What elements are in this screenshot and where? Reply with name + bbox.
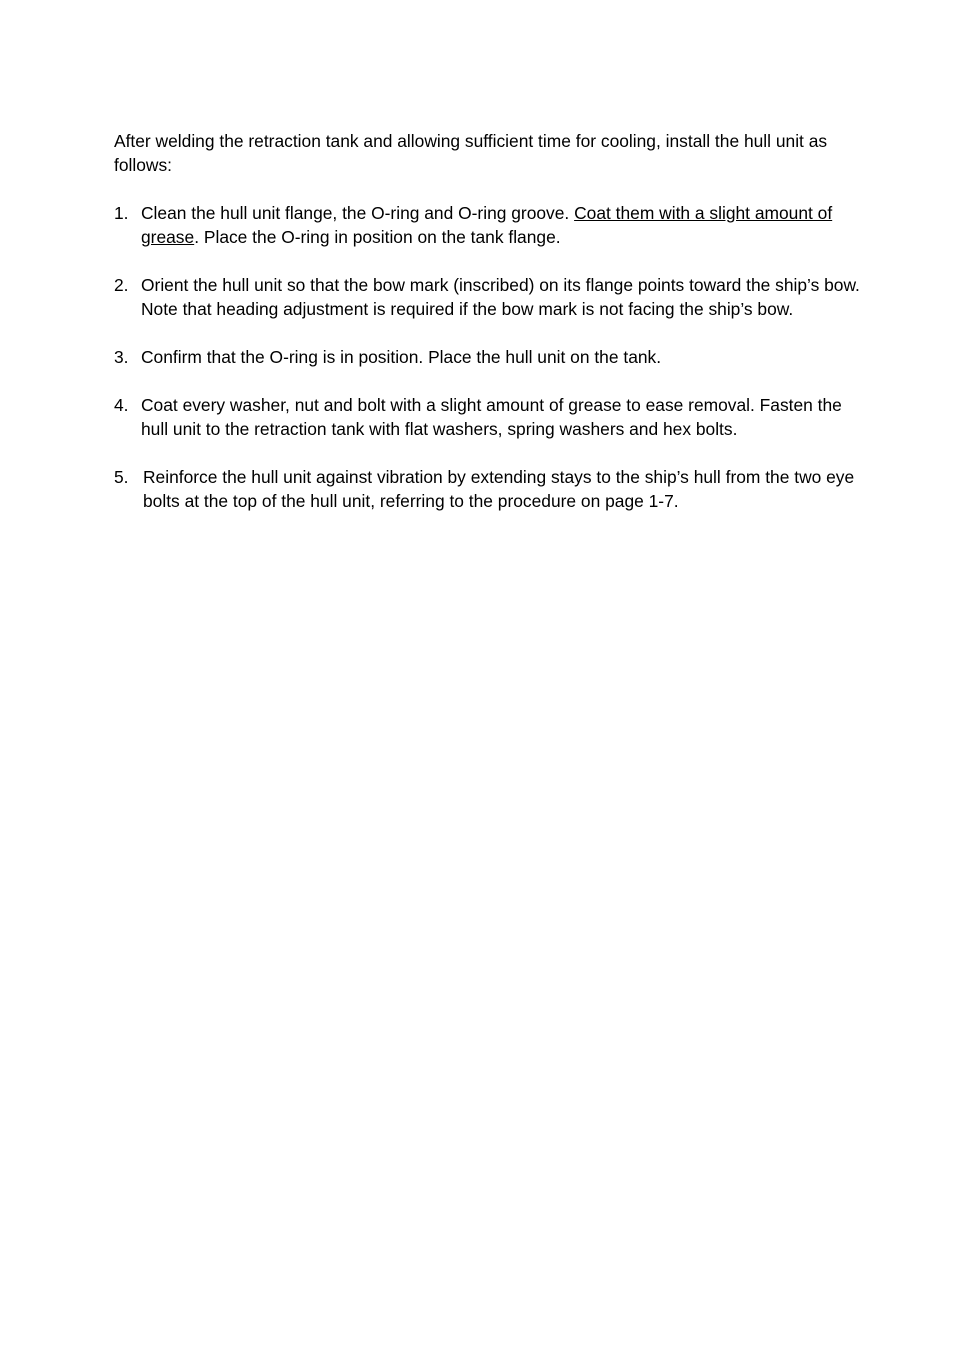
step-text: Confirm that the O-ring is in position. Place the hull unit on the tank. xyxy=(141,347,662,367)
step-text: Reinforce the hull unit against vibration by extending stays to the ship’s hull from the two eye bolts at the top of the hull unit, referring to the procedure on page 1-7. xyxy=(143,467,855,511)
step-text: Orient the hull unit so that the bow mark (inscribed) on its flange points toward the ship’s bow. Note that heading adjustment is required if the bow mark is not facing the ship’s bow. xyxy=(141,275,860,319)
step-item xyxy=(114,465,870,513)
step-text xyxy=(141,203,832,247)
step-number: 5. xyxy=(114,467,129,487)
step-number: 4. xyxy=(114,395,129,415)
step-text-part: . Place the O-ring in position on the tank flange. xyxy=(194,227,561,247)
step-number: 1. xyxy=(114,203,129,223)
step-item xyxy=(114,273,870,321)
step-item xyxy=(114,201,870,249)
step-text-part: Clean the hull unit flange, the O-ring and O-ring groove. xyxy=(141,203,575,223)
step-item xyxy=(114,393,870,441)
underlined-instruction: Coat them with a slight amount of grease xyxy=(141,203,833,247)
step-item xyxy=(114,345,870,369)
step-text: Coat every washer, nut and bolt with a slight amount of grease to ease removal. Fasten the hull unit to the retraction tank with flat washers, spring washers and hex bolts. xyxy=(141,395,842,439)
intro-paragraph: After welding the retraction tank and allowing sufficient time for cooling, install the hull unit as follows: xyxy=(114,131,828,175)
installation-steps-list xyxy=(114,201,870,537)
step-number: 3. xyxy=(114,347,129,367)
step-number: 2. xyxy=(114,275,129,295)
